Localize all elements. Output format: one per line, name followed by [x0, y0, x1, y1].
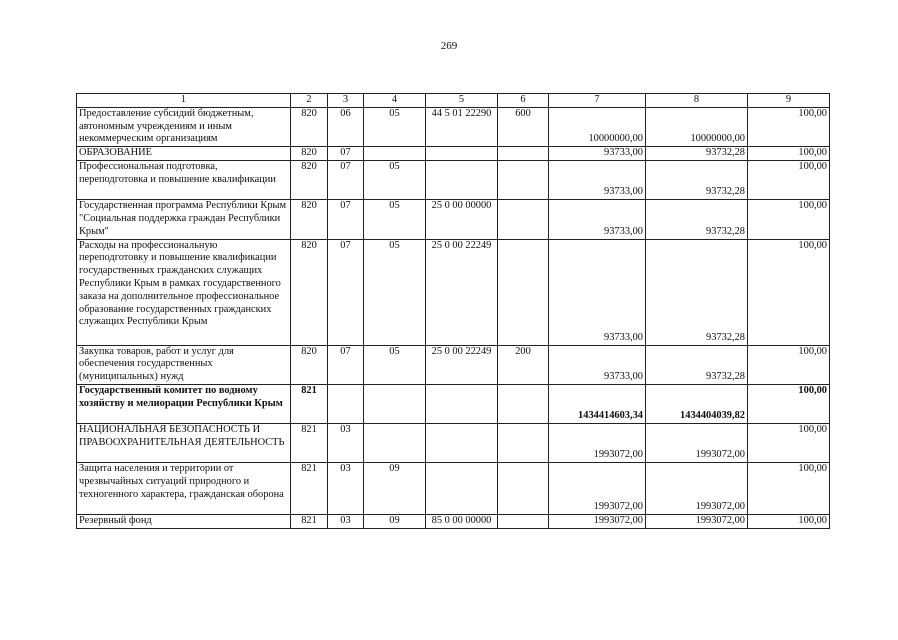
execution-percent: 100,00 — [748, 147, 830, 161]
expense-type-code: 600 — [498, 107, 549, 146]
section-code: 07 — [328, 161, 364, 200]
row-name: Государственная программа Республики Крым "Социальная поддержка граждан Республики Крым" — [77, 200, 291, 239]
column-number: 1 — [77, 94, 291, 108]
executed-amount: 93732,28 — [646, 161, 748, 200]
ministry-code: 821 — [291, 462, 328, 514]
section-code: 07 — [328, 147, 364, 161]
ministry-code: 821 — [291, 423, 328, 462]
budget-table — [76, 93, 830, 529]
expense-type-code — [498, 423, 549, 462]
section-code: 07 — [328, 239, 364, 345]
target-article-code: 85 0 00 00000 — [426, 514, 498, 528]
expense-type-code — [498, 462, 549, 514]
ministry-code: 820 — [291, 147, 328, 161]
subsection-code — [364, 423, 426, 462]
column-number: 7 — [549, 94, 646, 108]
subsection-code: 05 — [364, 107, 426, 146]
table-row — [77, 514, 830, 528]
execution-percent: 100,00 — [748, 200, 830, 239]
planned-amount: 93733,00 — [549, 239, 646, 345]
column-number-row — [77, 94, 830, 108]
target-article-code — [426, 161, 498, 200]
column-number: 3 — [328, 94, 364, 108]
target-article-code — [426, 423, 498, 462]
execution-percent: 100,00 — [748, 423, 830, 462]
table-row — [77, 345, 830, 384]
executed-amount: 10000000,00 — [646, 107, 748, 146]
subsection-code: 05 — [364, 345, 426, 384]
executed-amount: 93732,28 — [646, 147, 748, 161]
table-row — [77, 239, 830, 345]
expense-type-code — [498, 239, 549, 345]
target-article-code: 25 0 00 22249 — [426, 239, 498, 345]
column-number: 9 — [748, 94, 830, 108]
executed-amount: 93732,28 — [646, 200, 748, 239]
executed-amount: 93732,28 — [646, 239, 748, 345]
execution-percent: 100,00 — [748, 384, 830, 423]
subsection-code — [364, 147, 426, 161]
expense-type-code — [498, 200, 549, 239]
ministry-code: 821 — [291, 384, 328, 423]
planned-amount: 1993072,00 — [549, 462, 646, 514]
planned-amount: 93733,00 — [549, 345, 646, 384]
planned-amount: 93733,00 — [549, 147, 646, 161]
target-article-code: 44 5 01 22290 — [426, 107, 498, 146]
table-row — [77, 423, 830, 462]
ministry-code: 821 — [291, 514, 328, 528]
section-code: 07 — [328, 345, 364, 384]
column-number: 8 — [646, 94, 748, 108]
planned-amount: 93733,00 — [549, 161, 646, 200]
subsection-code: 09 — [364, 514, 426, 528]
executed-amount: 1993072,00 — [646, 423, 748, 462]
row-name: ОБРАЗОВАНИЕ — [77, 147, 291, 161]
page-number: 269 — [440, 40, 458, 52]
section-code: 06 — [328, 107, 364, 146]
target-article-code — [426, 462, 498, 514]
subsection-code: 05 — [364, 161, 426, 200]
planned-amount: 1993072,00 — [549, 514, 646, 528]
section-code: 03 — [328, 514, 364, 528]
target-article-code: 25 0 00 00000 — [426, 200, 498, 239]
target-article-code: 25 0 00 22249 — [426, 345, 498, 384]
ministry-code: 820 — [291, 345, 328, 384]
ministry-code: 820 — [291, 200, 328, 239]
row-name: Профессиональная подготовка, переподготовка и повышение квалификации — [77, 161, 291, 200]
executed-amount: 1434404039,82 — [646, 384, 748, 423]
planned-amount: 10000000,00 — [549, 107, 646, 146]
section-code — [328, 384, 364, 423]
column-number: 2 — [291, 94, 328, 108]
planned-amount: 93733,00 — [549, 200, 646, 239]
column-number: 5 — [426, 94, 498, 108]
expense-type-code — [498, 384, 549, 423]
execution-percent: 100,00 — [748, 161, 830, 200]
executed-amount: 1993072,00 — [646, 462, 748, 514]
ministry-code: 820 — [291, 239, 328, 345]
target-article-code — [426, 384, 498, 423]
ministry-code: 820 — [291, 107, 328, 146]
execution-percent: 100,00 — [748, 239, 830, 345]
section-code: 03 — [328, 462, 364, 514]
executed-amount: 93732,28 — [646, 345, 748, 384]
expense-type-code: 200 — [498, 345, 549, 384]
subsection-code: 05 — [364, 200, 426, 239]
row-name: НАЦИОНАЛЬНАЯ БЕЗОПАСНОСТЬ И ПРАВООХРАНИТЕЛЬНАЯ ДЕЯТЕЛЬНОСТЬ — [77, 423, 291, 462]
execution-percent: 100,00 — [748, 345, 830, 384]
column-number: 4 — [364, 94, 426, 108]
row-name: Расходы на профессиональную переподготовку и повышение квалификации государственных гражданских служащих Республики Крым в рамках государственного заказа на дополнительное профессиональное образование государственных гражданских служащих Республики Крым — [77, 239, 291, 345]
table-row — [77, 462, 830, 514]
row-name: Защита населения и территории от чрезвычайных ситуаций природного и техногенного характера, гражданская оборона — [77, 462, 291, 514]
expense-type-code — [498, 161, 549, 200]
row-name: Государственный комитет по водному хозяйству и мелиорации Республики Крым — [77, 384, 291, 423]
table-row — [77, 161, 830, 200]
column-number: 6 — [498, 94, 549, 108]
subsection-code — [364, 384, 426, 423]
ministry-code: 820 — [291, 161, 328, 200]
planned-amount: 1434414603,34 — [549, 384, 646, 423]
table-row — [77, 107, 830, 146]
subsection-code: 09 — [364, 462, 426, 514]
target-article-code — [426, 147, 498, 161]
row-name: Резервный фонд — [77, 514, 291, 528]
table-row — [77, 384, 830, 423]
expense-type-code — [498, 147, 549, 161]
execution-percent: 100,00 — [748, 462, 830, 514]
subsection-code: 05 — [364, 239, 426, 345]
execution-percent: 100,00 — [748, 107, 830, 146]
table-row — [77, 147, 830, 161]
table-body — [77, 94, 830, 529]
table-row — [77, 200, 830, 239]
expense-type-code — [498, 514, 549, 528]
executed-amount: 1993072,00 — [646, 514, 748, 528]
planned-amount: 1993072,00 — [549, 423, 646, 462]
row-name: Предоставление субсидий бюджетным, автономным учреждениям и иным некоммерческим организациям — [77, 107, 291, 146]
row-name: Закупка товаров, работ и услуг для обеспечения государственных (муниципальных) нужд — [77, 345, 291, 384]
section-code: 03 — [328, 423, 364, 462]
execution-percent: 100,00 — [748, 514, 830, 528]
section-code: 07 — [328, 200, 364, 239]
